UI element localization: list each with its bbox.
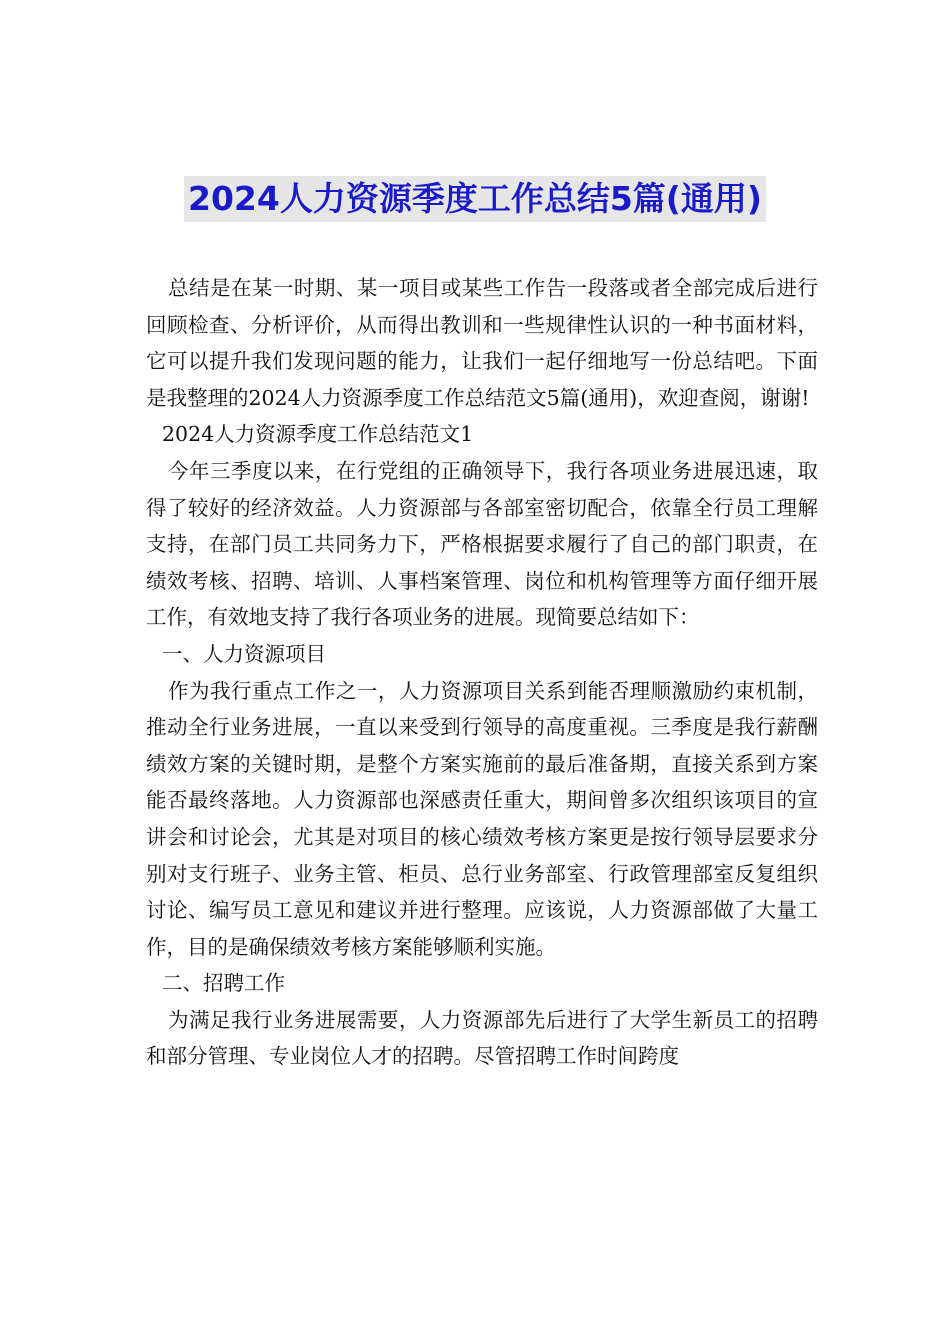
section-heading-sample-1: 2024人力资源季度工作总结范文1 [162, 422, 474, 447]
body-paragraph: 为满足我行业务进展需要，人力资源部先后进行了大学生新员工的招聘和部分管理、专业岗位人才的招聘。尽管招聘工作时间跨度 [146, 1007, 818, 1069]
section-heading-recruitment: 二、招聘工作 [162, 971, 285, 996]
document-body [146, 270, 818, 1075]
body-paragraph: 作为我行重点工作之一，人力资源项目关系到能否理顺激励约束机制，推动全行业务进展，一直以来受到行领导的高度重视。三季度是我行薪酬绩效方案的关键时期，是整个方案实施前的最后准备期，直接关系到方案能否最终落地。人力资源部也深感责任重大，期间曾多次组织该项目的宣讲会和讨论会，尤其是对项目的核心绩效考核方案更是按行领导层要求分别对支行班子、业务主管、柜员、总行业务部室、行政管理部室反复组织讨论、编写员工意见和建议并进行整理。应该说，人力资源部做了大量工作，目的是确保绩效考核方案能够顺利实施。 [146, 678, 818, 959]
body-paragraph: 今年三季度以来，在行党组的正确领导下，我行各项业务进展迅速，取得了较好的经济效益。人力资源部与各部室密切配合，依靠全行员工理解支持，在部门员工共同务力下，严格根据要求履行了自己的部门职责，在绩效考核、招聘、培训、人事档案管理、岗位和机构管理等方面仔细开展工作，有效地支持了我行各项业务的进展。现简要总结如下： [146, 458, 818, 630]
section-heading-hr-project: 一、人力资源项目 [162, 641, 326, 666]
title-container [0, 176, 950, 222]
document-title: 2024人力资源季度工作总结5篇(通用) [184, 176, 766, 222]
intro-paragraph: 总结是在某一时期、某一项目或某些工作告一段落或者全部完成后进行回顾检查、分析评价，从而得出教训和一些规律性认识的一种书面材料，它可以提升我们发现问题的能力，让我们一起仔细地写一份总结吧。下面是我整理的2024人力资源季度工作总结范文5篇(通用)，欢迎查阅，谢谢! [146, 276, 818, 410]
